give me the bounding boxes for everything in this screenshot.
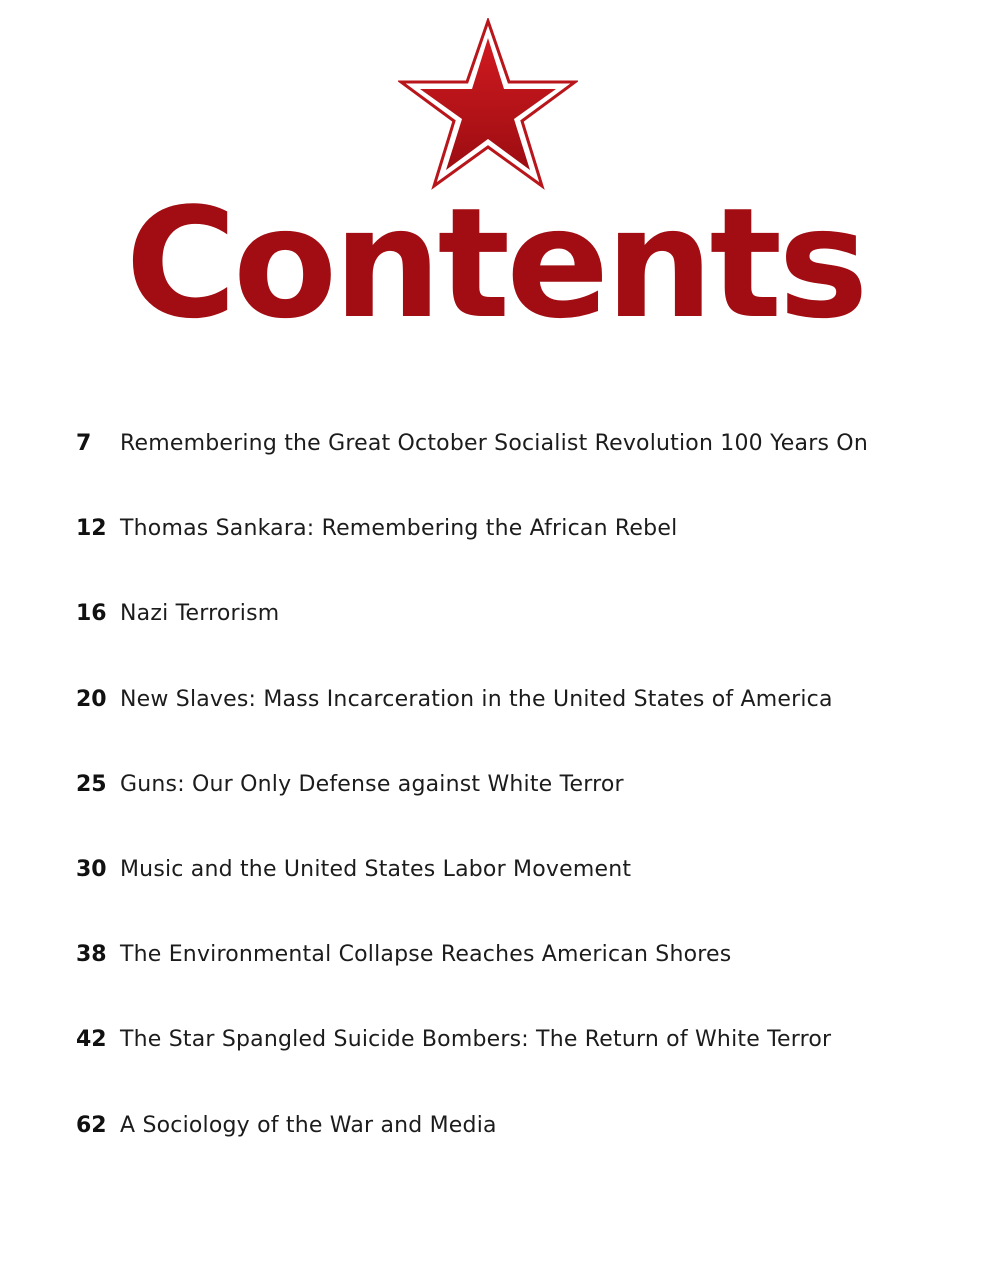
toc-page-number: 42 bbox=[76, 1027, 107, 1053]
toc-entry-title: A Sociology of the War and Media bbox=[120, 1112, 497, 1138]
toc-page-number: 38 bbox=[76, 942, 107, 968]
toc-entry[interactable] bbox=[76, 1016, 956, 1101]
toc-page-number: 20 bbox=[76, 686, 107, 712]
toc-entry[interactable] bbox=[76, 931, 956, 1016]
toc-entry[interactable] bbox=[76, 420, 956, 505]
toc-entry[interactable] bbox=[76, 505, 956, 590]
toc-page-number: 62 bbox=[76, 1112, 107, 1138]
toc-entry-title: Music and the United States Labor Movement bbox=[120, 856, 632, 882]
toc-page-number: 25 bbox=[76, 771, 107, 797]
toc-entry[interactable] bbox=[76, 590, 956, 675]
toc-entry-title: Thomas Sankara: Remembering the African Rebel bbox=[120, 516, 678, 542]
toc-entry-title: The Star Spangled Suicide Bombers: The Return of White Terror bbox=[120, 1027, 832, 1053]
toc-entry[interactable] bbox=[76, 676, 956, 761]
toc-page-number: 12 bbox=[76, 516, 107, 542]
toc-entry-title: Remembering the Great October Socialist Revolution 100 Years On bbox=[120, 431, 868, 456]
toc-entry[interactable] bbox=[76, 846, 956, 931]
toc-entry[interactable] bbox=[76, 761, 956, 846]
red-star-icon bbox=[398, 18, 578, 190]
toc-entry-title: Nazi Terrorism bbox=[120, 601, 280, 627]
toc-entry-title: Guns: Our Only Defense against White Terror bbox=[120, 771, 624, 797]
toc-entry-title: The Environmental Collapse Reaches American Shores bbox=[120, 942, 732, 968]
page-title: Contents bbox=[125, 175, 865, 352]
toc-page-number: 7 bbox=[76, 431, 92, 456]
toc-entry-title: New Slaves: Mass Incarceration in the United States of America bbox=[120, 686, 833, 712]
table-of-contents bbox=[76, 420, 956, 1187]
toc-entry[interactable] bbox=[76, 1102, 956, 1187]
toc-page-number: 16 bbox=[76, 601, 107, 627]
toc-page-number: 30 bbox=[76, 856, 107, 882]
